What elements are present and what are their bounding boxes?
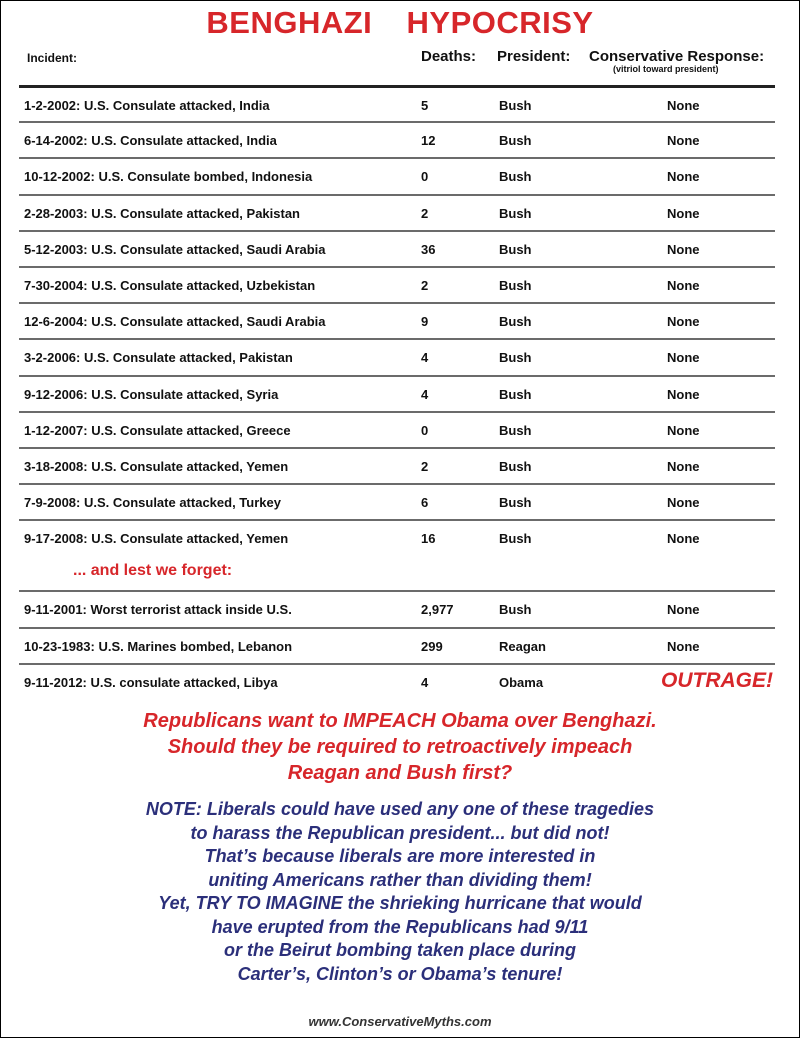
president-cell: Bush: [499, 350, 532, 366]
note-line: or the Beirut bombing taken place during: [223, 940, 577, 960]
incident-cell: 5-12-2003: U.S. Consulate attacked, Saudi Arabia: [24, 241, 326, 257]
deaths-cell: 4: [421, 350, 429, 366]
page-title: BENGHAZI HYPOCRISY: [206, 5, 594, 40]
deaths-cell: 2: [421, 459, 429, 474]
deaths-cell: 6: [421, 495, 429, 511]
incident-cell: 1-2-2002: U.S. Consulate attacked, India: [24, 98, 270, 113]
table-row: [19, 590, 775, 628]
incident-cell: 9-17-2008: U.S. Consulate attacked, Yemen: [24, 531, 289, 547]
response-cell: None: [667, 531, 700, 547]
response-cell: None: [667, 133, 700, 149]
table-row: [19, 663, 775, 701]
note-paragraph: [1, 798, 799, 986]
incident-cell: 12-6-2004: U.S. Consulate attacked, Saudi Arabia: [24, 314, 326, 330]
incident-cell: 3-2-2006: U.S. Consulate attacked, Pakistan: [24, 350, 293, 366]
response-cell: None: [667, 602, 700, 617]
table-row: [19, 230, 775, 268]
deaths-cell: 4: [421, 386, 429, 402]
incident-cell: 9-11-2001: Worst terrorist attack inside U.S.: [24, 602, 292, 617]
deaths-cell: 0: [421, 422, 429, 438]
footer-url: www.ConservativeMyths.com: [308, 1014, 492, 1029]
president-cell: Bush: [499, 278, 532, 293]
president-cell: Bush: [499, 241, 532, 257]
president-cell: Reagan: [499, 639, 546, 654]
table-row: [19, 519, 775, 557]
incident-cell: 3-18-2008: U.S. Consulate attacked, Yemen: [24, 459, 289, 474]
deaths-cell: 0: [421, 169, 429, 185]
note-line: uniting Americans rather than dividing them!: [208, 869, 592, 890]
response-cell: OUTRAGE!: [661, 669, 773, 692]
deaths-cell: 4: [421, 675, 429, 690]
deaths-cell: 5: [421, 98, 429, 113]
president-cell: Bush: [499, 422, 532, 438]
table-row: [19, 85, 775, 124]
table-row: [19, 157, 775, 195]
response-cell: None: [667, 278, 700, 293]
impeach-line: Should they be required to retroactively impeach: [167, 736, 633, 758]
deaths-cell: 299: [421, 639, 443, 654]
header-response: Conservative Response:: [589, 48, 765, 65]
impeach-line: Republicans want to IMPEACH Obama over Benghazi.: [143, 710, 657, 732]
response-cell: None: [667, 386, 700, 402]
president-cell: Bush: [499, 98, 532, 113]
deaths-cell: 2,977: [421, 602, 454, 617]
incident-cell: 9-11-2012: U.S. consulate attacked, Libya: [24, 675, 278, 690]
table-row: [19, 266, 775, 304]
president-cell: Obama: [499, 675, 544, 690]
response-cell: None: [667, 459, 700, 474]
response-cell: None: [667, 350, 700, 366]
table-row: [19, 627, 775, 665]
response-cell: None: [667, 422, 700, 438]
forget-label: ... and lest we forget:: [73, 562, 233, 579]
president-cell: Bush: [499, 169, 532, 185]
president-cell: Bush: [499, 314, 532, 330]
table-row: [19, 483, 775, 521]
deaths-cell: 2: [421, 278, 429, 293]
response-cell: None: [667, 639, 700, 654]
deaths-cell: 2: [421, 205, 429, 221]
deaths-cell: 16: [421, 531, 436, 547]
header-deaths: Deaths:: [421, 48, 477, 65]
incident-cell: 6-14-2002: U.S. Consulate attacked, India: [24, 133, 277, 149]
impeach-question: [1, 708, 799, 786]
deaths-cell: 12: [421, 133, 436, 149]
note-line: Carter’s, Clinton’s or Obama’s tenure!: [237, 963, 563, 984]
deaths-cell: 9: [421, 314, 429, 330]
incident-cell: 9-12-2006: U.S. Consulate attacked, Syria: [24, 386, 279, 402]
header-president: President:: [497, 48, 571, 65]
impeach-line: Reagan and Bush first?: [287, 762, 513, 784]
president-cell: Bush: [499, 133, 532, 149]
incident-cell: 2-28-2003: U.S. Consulate attacked, Pakistan: [24, 205, 301, 221]
incident-cell: 1-12-2007: U.S. Consulate attacked, Greece: [24, 422, 291, 438]
response-cell: None: [667, 98, 700, 113]
table-row: [19, 121, 775, 159]
note-line: have erupted from the Republicans had 9/11: [211, 916, 589, 937]
note-line: NOTE: Liberals could have used any one of these tragedies: [145, 799, 655, 819]
incident-cell: 10-12-2002: U.S. Consulate bombed, Indonesia: [24, 169, 313, 185]
table-row: [19, 302, 775, 340]
table-row: [19, 411, 775, 449]
note-line: Yet, TRY TO IMAGINE the shrieking hurricane that would: [158, 893, 642, 913]
president-cell: Bush: [499, 495, 532, 511]
incident-cell: 7-9-2008: U.S. Consulate attacked, Turkey: [24, 495, 281, 511]
president-cell: Bush: [499, 205, 532, 221]
table-row: [19, 194, 775, 232]
president-cell: Bush: [499, 386, 532, 402]
president-cell: Bush: [499, 459, 532, 474]
response-cell: None: [667, 169, 700, 185]
president-cell: Bush: [499, 602, 532, 617]
note-line: That’s because liberals are more interested in: [204, 846, 596, 866]
table-row: [19, 447, 775, 485]
response-cell: None: [667, 495, 700, 511]
note-line: to harass the Republican president... but did not!: [190, 822, 610, 843]
table-row: [19, 375, 775, 413]
response-cell: None: [667, 241, 700, 257]
president-cell: Bush: [499, 531, 532, 547]
response-cell: None: [667, 314, 700, 330]
table-row: [19, 338, 775, 376]
incident-cell: 7-30-2004: U.S. Consulate attacked, Uzbekistan: [24, 278, 316, 293]
incident-cell: 10-23-1983: U.S. Marines bombed, Lebanon: [24, 639, 293, 654]
response-cell: None: [667, 205, 700, 221]
deaths-cell: 36: [421, 241, 436, 257]
header-incident: Incident:: [27, 51, 77, 65]
header-response-subtitle: (vitriol toward president): [613, 64, 719, 74]
